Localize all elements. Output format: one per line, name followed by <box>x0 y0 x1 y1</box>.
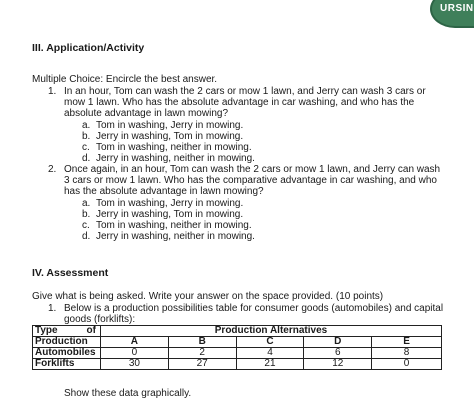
section-4-title: IV. Assessment <box>32 267 109 279</box>
column-header-b: B <box>168 337 236 348</box>
table-cell: 8 <box>372 348 442 359</box>
column-header-a: A <box>100 337 168 348</box>
option-text: Tom in washing, Jerry in mowing. <box>96 198 244 209</box>
table-row <box>33 359 442 370</box>
table-row <box>33 348 442 359</box>
question-1-option-d[interactable] <box>82 153 255 164</box>
question-1-option-b[interactable] <box>82 131 243 142</box>
table-cell: 27 <box>168 359 236 370</box>
question-2-line-1: Once again, in an hour, Tom can wash the 2 cars or mow 1 lawn, and Jerry can wash <box>64 164 441 175</box>
question-1-line-3: absolute advantage in lawn mowing? <box>64 108 228 119</box>
question-2-option-d[interactable] <box>82 231 255 242</box>
item-1-text <box>64 303 452 325</box>
option-letter: c. <box>82 220 90 231</box>
row-label-automobiles: Automobiles <box>33 348 101 359</box>
table-cell: 6 <box>304 348 372 359</box>
table-cell: 12 <box>304 359 372 370</box>
of-label: of <box>86 325 96 336</box>
school-logo <box>430 0 474 28</box>
item-1-line-1: Below is a production possibilities table for consumer goods (automobiles) and capital <box>64 303 444 314</box>
option-text: Jerry in washing, Tom in mowing. <box>96 131 244 142</box>
table-header-row-1 <box>33 326 442 337</box>
table-header-row-2 <box>33 337 442 348</box>
production-header-cell: Production <box>33 337 101 348</box>
table-cell: 30 <box>100 359 168 370</box>
closing-instruction: Show these data graphically. <box>64 388 192 399</box>
option-letter: b. <box>82 131 91 142</box>
question-2-line-3: has the absolute advantage in lawn mowing? <box>64 186 264 197</box>
option-text: Tom in washing, neither in mowing. <box>96 142 252 153</box>
question-2-line-2: 3 cars or mow 1 lawn. Who has the comparative advantage in car washing, and who <box>64 175 437 186</box>
question-1-number: 1. <box>48 86 57 97</box>
type-header-cell <box>33 326 101 337</box>
row-label-forklifts: Forklifts <box>33 359 101 370</box>
option-text: Jerry in washing, neither in mowing. <box>96 153 255 164</box>
production-possibilities-table <box>32 325 442 370</box>
question-1-option-c[interactable] <box>82 142 252 153</box>
question-2-text <box>64 164 452 197</box>
column-header-c: C <box>236 337 304 348</box>
option-letter: a. <box>82 198 91 209</box>
question-2-option-b[interactable] <box>82 209 243 220</box>
item-1-line-2: goods (forklifts): <box>64 314 136 325</box>
table-cell: 4 <box>236 348 304 359</box>
column-header-d: D <box>304 337 372 348</box>
option-letter: d. <box>82 231 91 242</box>
question-1-text <box>64 86 452 119</box>
section-4-instruction: Give what is being asked. Write your answer on the space provided. (10 points) <box>32 291 384 302</box>
option-text: Jerry in washing, neither in mowing. <box>96 231 255 242</box>
table-cell: 2 <box>168 348 236 359</box>
question-2-number: 2. <box>48 164 57 175</box>
section-3-instruction: Multiple Choice: Encircle the best answer. <box>32 74 218 85</box>
option-text: Tom in washing, Jerry in mowing. <box>96 120 244 131</box>
section-3-title: III. Application/Activity <box>32 42 145 54</box>
option-letter: d. <box>82 153 91 164</box>
table-cell: 21 <box>236 359 304 370</box>
alternatives-header: Production Alternatives <box>100 326 441 337</box>
option-letter: b. <box>82 209 91 220</box>
question-2-option-c[interactable] <box>82 220 252 231</box>
question-2-option-a[interactable] <box>82 198 243 209</box>
item-1-number: 1. <box>48 303 57 314</box>
type-label: Type <box>35 325 58 336</box>
option-letter: c. <box>82 142 90 153</box>
option-text: Jerry in washing, Tom in mowing. <box>96 209 244 220</box>
option-text: Tom in washing, neither in mowing. <box>96 220 252 231</box>
logo-text: URSIN <box>440 3 474 14</box>
question-1-line-2: mow 1 lawn. Who has the absolute advantage in car washing, and who has the <box>64 97 415 108</box>
option-letter: a. <box>82 120 91 131</box>
table-cell: 0 <box>100 348 168 359</box>
column-header-e: E <box>372 337 442 348</box>
question-1-line-1: In an hour, Tom can wash the 2 cars or mow 1 lawn, and Jerry can wash 3 cars or <box>64 86 426 97</box>
question-1-option-a[interactable] <box>82 120 243 131</box>
table-cell: 0 <box>372 359 442 370</box>
